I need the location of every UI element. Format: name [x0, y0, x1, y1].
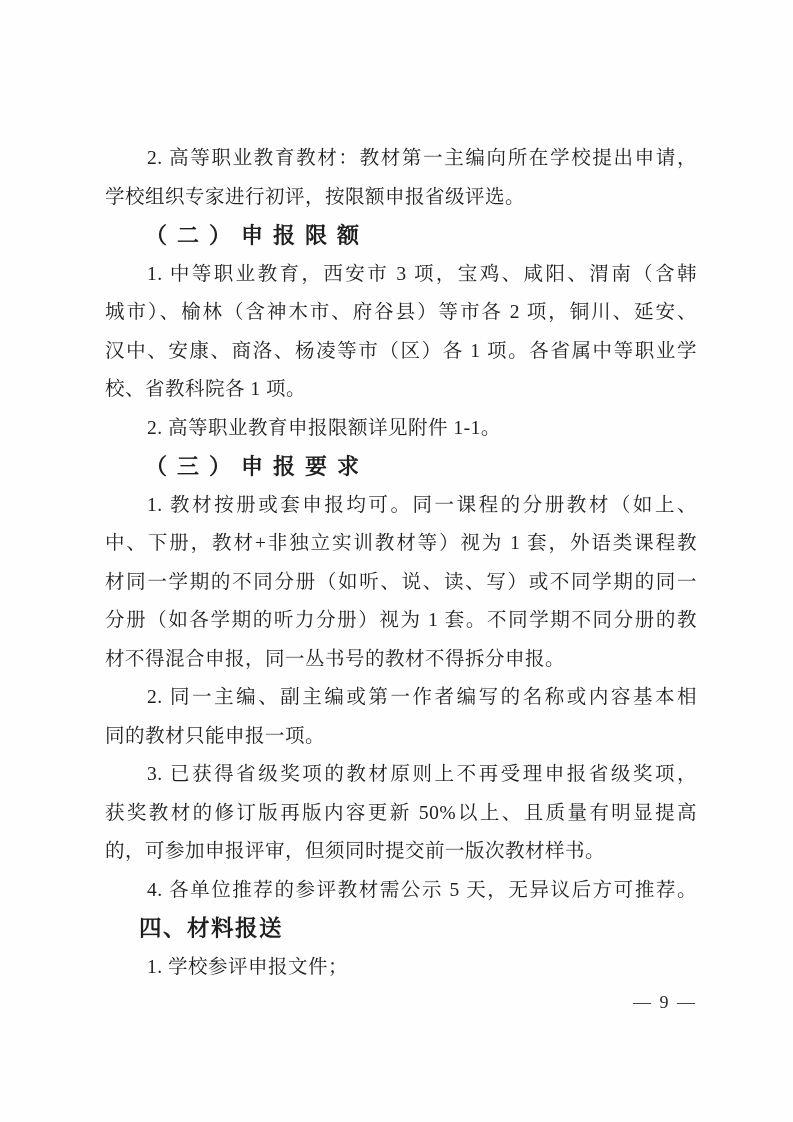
- paragraph-line: 中、下册，教材+非独立实训教材等）视为 1 套，外语类课程教: [105, 533, 697, 554]
- paragraph-line: 的，可参加申报评审，但须同时提交前一版次教材样书。: [105, 841, 606, 862]
- paragraph-line: 获奖教材的修订版再版内容更新 50%以上、且质量有明显提高: [105, 802, 697, 824]
- paragraph-line: 学校组织专家进行初评，按限额申报省级评选。: [105, 186, 526, 208]
- paragraph-line: 2. 高等职业教育申报限额详见附件 1-1。: [147, 417, 501, 439]
- paragraph-line: 1. 教材按册或套申报均可。同一课程的分册教材（如上、: [147, 494, 697, 516]
- paragraph-line: 城市）、榆林（含神木市、府谷县）等市各 2 项，铜川、延安、: [105, 302, 697, 323]
- paragraph-line: 1. 中等职业教育，西安市 3 项，宝鸡、咸阳、渭南（含韩: [147, 263, 697, 285]
- paragraph-line: 同的教材只能申报一项。: [105, 725, 326, 747]
- paragraph-line: 汉中、安康、商洛、杨凌等市（区）各 1 项。各省属中等职业学: [105, 340, 697, 362]
- document-body: [105, 140, 697, 987]
- section-heading: （二）申报限额: [145, 223, 370, 248]
- paragraph-line: 2. 高等职业教育教材：教材第一主编向所在学校提出申请，: [147, 148, 697, 169]
- paragraph-line: 2. 同一主编、副主编或第一作者编写的名称或内容基本相: [147, 687, 697, 708]
- paragraph-line: 分册（如各学期的听力分册）视为 1 套。不同学期不同分册的教: [105, 610, 697, 631]
- paragraph-line: 1. 学校参评申报文件；: [147, 956, 349, 978]
- paragraph-line: 校、省教科院各 1 项。: [105, 379, 307, 400]
- paragraph-line: 材同一学期的不同分册（如听、说、读、写）或不同学期的同一: [105, 571, 697, 593]
- paragraph-line: 4. 各单位推荐的参评教材需公示 5 天，无异议后方可推荐。: [147, 879, 697, 901]
- section-heading: 四、材料报送: [139, 916, 284, 941]
- page-number: — 9 —: [633, 992, 697, 1012]
- section-heading: （三）申报要求: [145, 454, 370, 479]
- paragraph-line: 3. 已获得省级奖项的教材原则上不再受理申报省级奖项，: [147, 764, 697, 785]
- paragraph-line: 材不得混合申报，同一丛书号的教材不得拆分申报。: [105, 648, 566, 670]
